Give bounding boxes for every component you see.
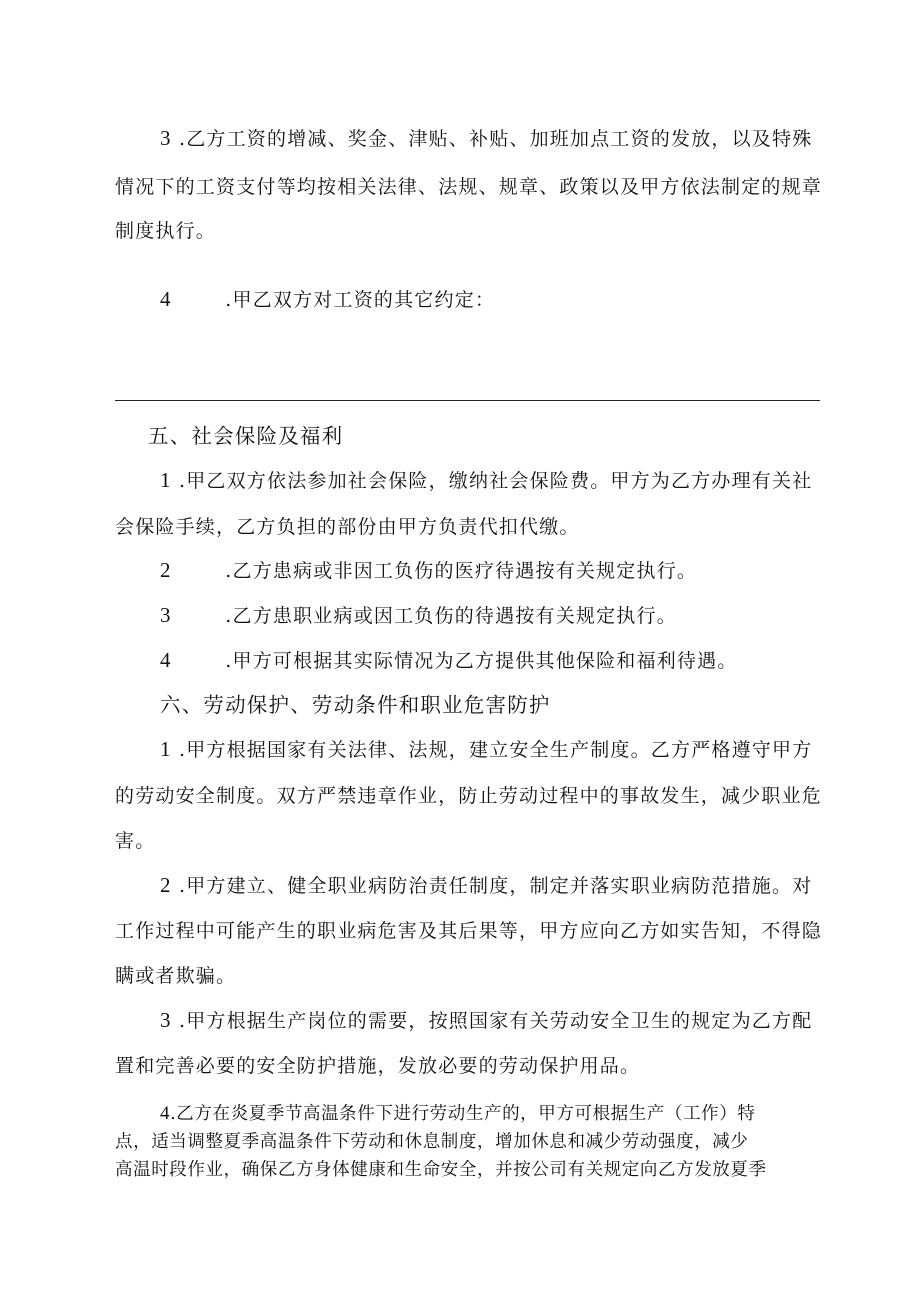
paragraph-line: .甲方可根据其实际情况为乙方提供其他保险和福利待遇。 xyxy=(225,650,738,672)
item-number: 3 xyxy=(160,1008,172,1032)
paragraph-line: .乙方工资的增减、奖金、津贴、补贴、加班加点工资的发放，以及特殊 xyxy=(178,128,813,150)
document-page: 3 .乙方工资的增减、奖金、津贴、补贴、加班加点工资的发放，以及特殊 情况下的工资支付等均按相关法律、法规、规章、政策以及甲方依法制定的规章 制度执行。 4 .甲乙双方对工资的其它约定： 五、社会保险及福利 1 .甲乙双方依法参加社会保险，缴纳社会保险费。甲方为乙方办理有关社 会保险手续，乙方负担的部份由甲方负责代扣代缴。 2 .乙方患病或非因工负伤的医疗待遇按有关规定执行。 3 .乙方患职业病或因工负伤的待遇按有关规定执行。 4 .甲方可根据其实际情况为乙方提供其他保险和福利待遇。 六、劳动保护、劳动条件和职业危害防护 1 .甲方根据国家有关法律、法规，建立安全生产制度。乙方严格遵守甲方 的劳动安全制度。双方严禁违章作业，防止劳动过程中的事故发生，减少职业危 害。 2 .甲方建立、健全职业病防治责任制度，制定并落实职业病防范措施。对 工作过程中可能产生的职业病危害及其后果等，甲方应向乙方如实告知，不得隐 瞒或者欺骗。 3 .甲方根据生产岗位的需要，按照国家有关劳动安全卫生的规定为乙方配 置和完善必要的安全防护措施，发放必要的劳动保护用品。 4.乙方在炎夏季节高温条件下进行劳动生产的，甲方可根据生产（工作）特 点，适当调整夏季高温条件下劳动和休息制度，增加休息和减少劳动强度，减少 高温时段作业，确保乙方身体健康和生命安全，并按公司有关规定向乙方发放夏季 xyxy=(115,126,823,1180)
item-number: 2 xyxy=(160,873,172,897)
paragraph-line: 工作过程中可能产生的职业病危害及其后果等，甲方应向乙方如实告知，不得隐 xyxy=(115,920,823,942)
paragraph-line: 情况下的工资支付等均按相关法律、法规、规章、政策以及甲方依法制定的规章 xyxy=(115,176,823,198)
paragraph-line: 瞒或者欺骗。 xyxy=(115,965,237,987)
paragraph-line: .甲方根据生产岗位的需要，按照国家有关劳动安全卫生的规定为乙方配 xyxy=(178,1010,813,1032)
item-number: 1 xyxy=(160,468,172,492)
item-number: 4 xyxy=(160,287,172,311)
paragraph-line: 会保险手续，乙方负担的部份由甲方负责代扣代缴。 xyxy=(115,516,580,538)
paragraph-line: .甲乙双方对工资的其它约定： xyxy=(225,289,496,311)
item-number: 4 xyxy=(160,648,172,672)
blank-fill-line xyxy=(115,400,820,401)
paragraph-line: .乙方在炎夏季节高温条件下进行劳动生产的，甲方可根据生产（工作）特 xyxy=(170,1104,756,1124)
paragraph-line: 制度执行。 xyxy=(115,220,217,242)
paragraph-line: .甲乙双方依法参加社会保险，缴纳社会保险费。甲方为乙方办理有关社 xyxy=(178,470,813,492)
item-number: 2 xyxy=(160,558,172,582)
paragraph-line: 的劳动安全制度。双方严禁违章作业，防止劳动过程中的事故发生，减少职业危 xyxy=(115,785,823,807)
item-number: 4 xyxy=(160,1103,171,1124)
paragraph-line: 点，适当调整夏季高温条件下劳动和休息制度，增加休息和减少劳动强度，减少 xyxy=(115,1132,749,1152)
item-number: 3 xyxy=(160,126,172,150)
item-number: 1 xyxy=(160,737,172,761)
paragraph-line: 高温时段作业，确保乙方身体健康和生命安全，并按公司有关规定向乙方发放夏季 xyxy=(115,1160,767,1180)
paragraph-line: .甲方根据国家有关法律、法规，建立安全生产制度。乙方严格遵守甲方 xyxy=(178,739,813,761)
paragraph-line: .乙方患职业病或因工负伤的待遇按有关规定执行。 xyxy=(225,605,677,627)
paragraph-line: .甲方建立、健全职业病防治责任制度，制定并落实职业病防范措施。对 xyxy=(178,875,813,897)
paragraph-line: 害。 xyxy=(115,830,156,852)
item-number: 3 xyxy=(160,603,172,627)
paragraph-line: 置和完善必要的安全防护措施，发放必要的劳动保护用品。 xyxy=(115,1055,641,1077)
paragraph-line: .乙方患病或非因工负伤的医疗待遇按有关规定执行。 xyxy=(225,560,698,582)
